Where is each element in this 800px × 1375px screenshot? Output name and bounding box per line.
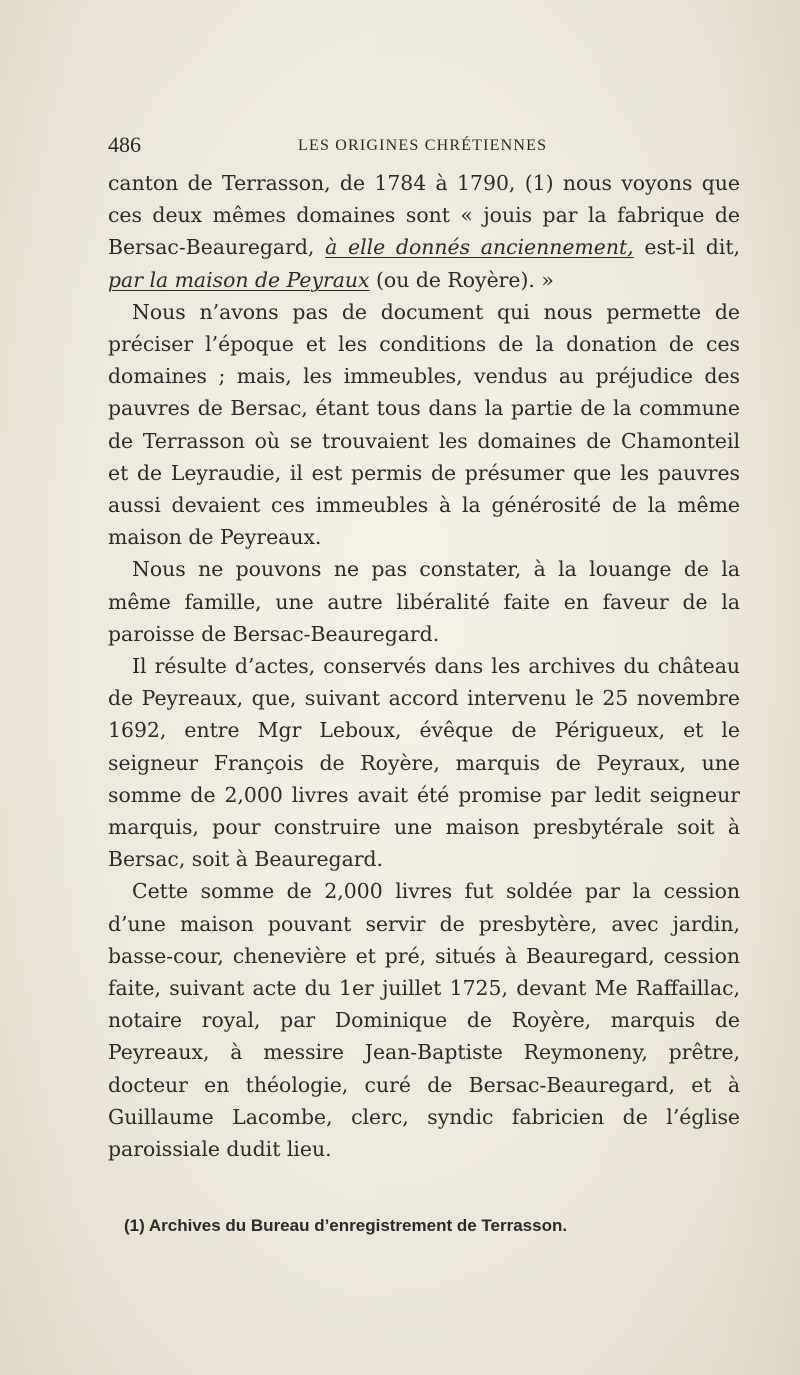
paragraph-1-middle: est-il dit, [633, 235, 741, 260]
body-text [108, 167, 740, 1165]
running-title: LES ORIGINES CHRÉTIENNES [298, 137, 548, 154]
italic-phrase-donnes: à elle donnés anciennement, [325, 235, 634, 260]
page-number: 486 [108, 132, 141, 157]
page-header [108, 132, 740, 158]
paragraph-3: Nous ne pouvons ne pas constater, à la louange de la même famille, une autre libéralité faite en faveur de la paroisse de Bersac-Beauregard. [108, 557, 740, 646]
footnote: (1) Archives du Bureau d’enregistrement de Terrasson. [124, 1216, 568, 1235]
paragraph-1-end: (ou de Royère). » [369, 267, 554, 292]
paragraph-2: Nous n’avons pas de document qui nous permette de préciser l’époque et les conditions de la donation de ces domaines ; mais, les immeubles, vendus au préjudice des pauvres de Bersac, étant tous dans la partie de la commune de Terrasson où se trouvaient les domaines de Chamonteil et de Leyraudie, il est permis de présumer que les pauvres aussi devaient ces immeubles à la générosité de la même maison de Peyreaux. [108, 299, 740, 550]
paragraph-1 [108, 167, 740, 296]
paragraph-1-start: canton de Terrasson, de 1784 à 1790, (1) nous voyons que ces deux mêmes domaines sont « jouis par la fabrique de Bersac-Beauregard, [108, 171, 740, 260]
paragraph-4: Il résulte d’actes, conservés dans les archives du château de Peyreaux, que, suivant accord intervenu le 25 novembre 1692, entre Mgr Leboux, évêque de Périgueux, et le seigneur François de Royère, marquis de Peyraux, une somme de 2,000 livres avait été promise par ledit seigneur marquis, pour construire une maison presbytérale soit à Bersac, soit à Beauregard. [108, 654, 740, 872]
paragraph-5: Cette somme de 2,000 livres fut soldée par la cession d’une maison pouvant servir de presbytère, avec jardin, basse-cour, chenevière et pré, situés à Beauregard, cession faite, suivant acte du 1er juillet 1725, devant Me Raffaillac, notaire royal, par Dominique de Royère, marquis de Peyreaux, à messire Jean-Baptiste Reymoneny, prêtre, docteur en théologie, curé de Bersac-Beauregard, et à Guillaume Lacombe, clerc, syndic fabricien de l’église paroissiale dudit lieu. [108, 879, 740, 1162]
italic-phrase-peyraux: par la maison de Peyraux [108, 267, 370, 292]
